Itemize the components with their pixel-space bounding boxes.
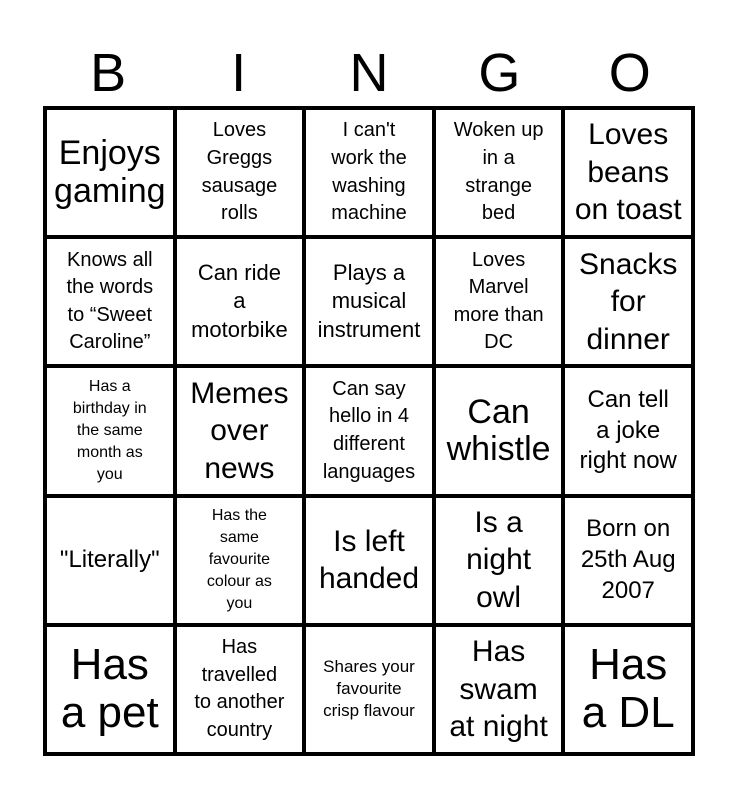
bingo-cell-text: Memes over news	[190, 376, 289, 485]
bingo-cell[interactable]	[563, 625, 693, 754]
bingo-cell-text: I can't work the washing machine	[331, 119, 407, 225]
bingo-cell[interactable]	[434, 625, 564, 754]
bingo-cell[interactable]	[304, 496, 434, 625]
header-letter: G	[478, 43, 521, 103]
bingo-cell-text: Has the same favourite colour as you	[206, 507, 272, 613]
header-letter: O	[608, 43, 651, 103]
bingo-cell[interactable]	[304, 366, 434, 495]
bingo-cell[interactable]	[563, 496, 693, 625]
bingo-cell[interactable]	[304, 625, 434, 754]
header-letter: N	[349, 43, 389, 103]
bingo-cell[interactable]	[45, 625, 175, 754]
bingo-cell-text: Can tell a joke right now	[579, 385, 677, 475]
bingo-cell[interactable]	[45, 108, 175, 237]
bingo-cell-text: Born on 25th Aug 2007	[580, 515, 676, 604]
bingo-header	[43, 42, 695, 104]
bingo-cell-text: Has a DL	[581, 640, 675, 738]
bingo-cell[interactable]	[304, 237, 434, 366]
bingo-board	[43, 106, 695, 756]
bingo-cell[interactable]	[563, 108, 693, 237]
bingo-cell-text: Has travelled to another country	[194, 636, 285, 741]
bingo-cell-text: Can say hello in 4 different languages	[322, 377, 416, 483]
bingo-cell-text: Plays a musical instrument	[317, 259, 421, 343]
bingo-cell[interactable]	[45, 366, 175, 495]
bingo-cell[interactable]	[434, 366, 564, 495]
bingo-cell[interactable]	[175, 108, 305, 237]
bingo-cell-text: Has a birthday in the same month as you	[72, 377, 147, 484]
bingo-cell-text: Can ride a motorbike	[191, 259, 288, 343]
bingo-cell-text: Knows all the words to “Sweet Caroline”	[66, 248, 154, 354]
bingo-cell[interactable]	[45, 237, 175, 366]
bingo-cell-text: Enjoys gaming	[54, 134, 166, 210]
bingo-cell-text: Snacks for dinner	[579, 247, 678, 356]
header-letter: B	[90, 43, 127, 103]
bingo-cell-text: Loves Marvel more than DC	[453, 248, 544, 354]
bingo-cell-text: Has swam at night	[449, 635, 548, 744]
bingo-cell[interactable]	[175, 237, 305, 366]
bingo-cell[interactable]	[45, 496, 175, 625]
bingo-cell[interactable]	[434, 237, 564, 366]
bingo-cell[interactable]	[563, 237, 693, 366]
bingo-cell[interactable]	[434, 108, 564, 237]
bingo-cell-text: Loves Greggs sausage rolls	[201, 119, 278, 225]
bingo-cell-text: Has a pet	[60, 640, 159, 738]
bingo-cell[interactable]	[434, 496, 564, 625]
bingo-cell[interactable]	[175, 496, 305, 625]
bingo-cell[interactable]	[563, 366, 693, 495]
bingo-cell-text: Loves beans on toast	[574, 118, 682, 227]
bingo-cell-text: Is a night owl	[466, 505, 532, 614]
bingo-cell-text: Woken up in a strange bed	[453, 119, 544, 225]
bingo-cell[interactable]	[175, 366, 305, 495]
bingo-cell[interactable]	[175, 625, 305, 754]
bingo-cell-text: Shares your favourite crisp flavour	[323, 657, 415, 721]
header-letter: I	[231, 43, 247, 103]
bingo-cell-text: Can whistle	[446, 392, 551, 468]
bingo-cell-text: "Literally"	[59, 545, 160, 573]
bingo-cell-text: Is left handed	[318, 524, 420, 596]
bingo-cell[interactable]	[304, 108, 434, 237]
